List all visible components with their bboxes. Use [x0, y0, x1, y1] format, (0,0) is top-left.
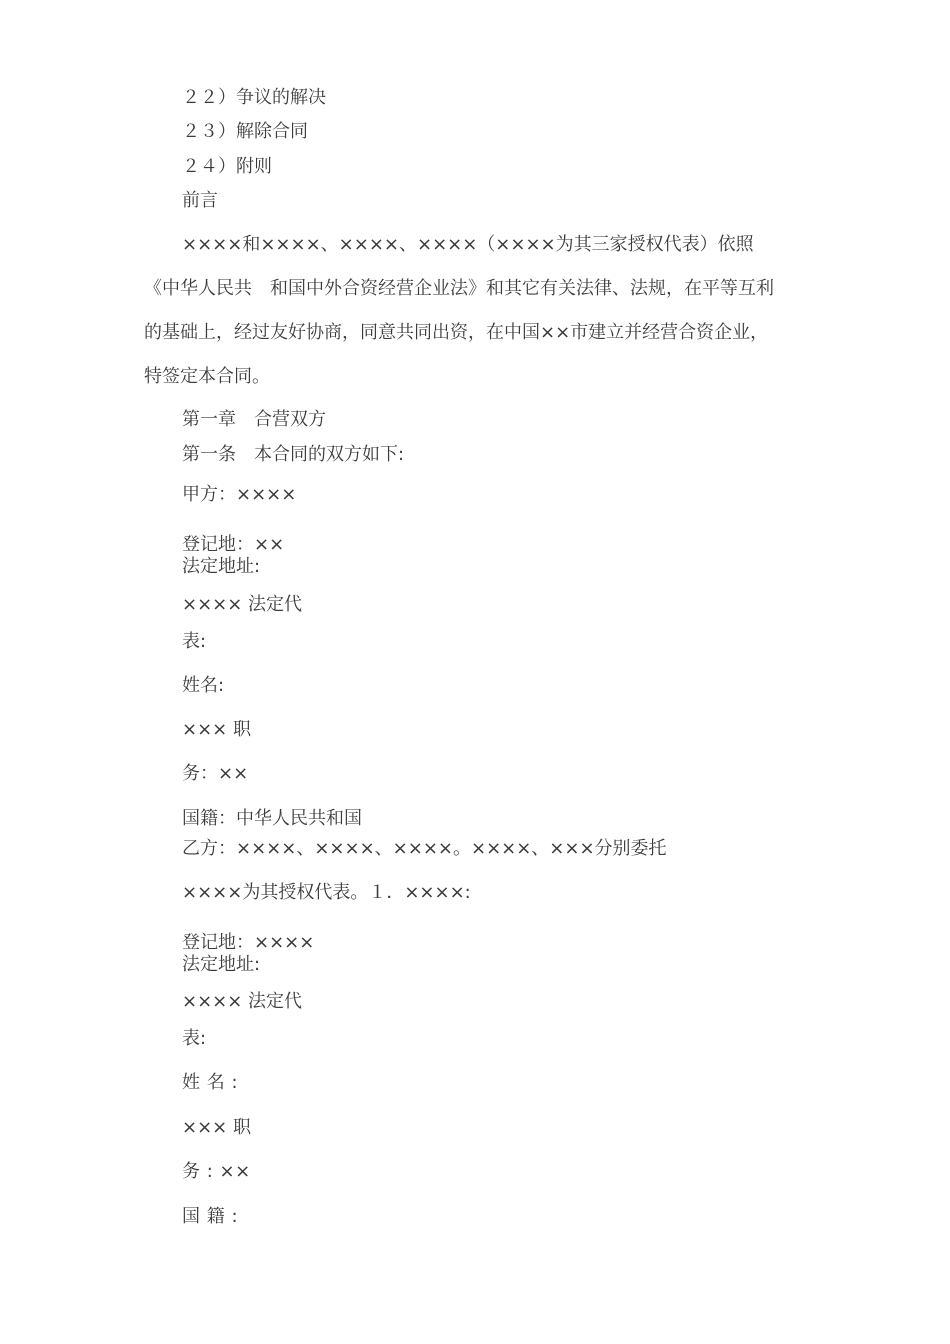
party-a-rep-line-1: ×××× 法定代 [182, 594, 303, 615]
party-b-post-line-2: 务 : ×× [182, 1161, 251, 1182]
party-b-rep-line-1: ×××× 法定代 [182, 991, 303, 1012]
party-a-address-label: 法定地址: [182, 556, 261, 577]
party-a-name-label: 姓名: [182, 675, 225, 696]
party-b-intro-line-2: ××××为其授权代表。１．××××: [182, 882, 471, 903]
party-b-rep-line-2: 表: [182, 1028, 207, 1049]
party-b-registered: 登记地：×××× [182, 932, 315, 953]
party-b-name-label: 姓 名 : [182, 1072, 239, 1093]
toc-item-22: ２２）争议的解决 [182, 87, 326, 108]
preface-line-4: 特签定本合同。 [144, 366, 270, 387]
preface-line-2: 《中华人民共 和国中外合资经营企业法》和其它有关法律、法规，在平等互利 [144, 278, 774, 299]
party-b-post-line-1: ××× 职 [182, 1117, 251, 1138]
preface-line-3: 的基础上，经过友好协商，同意共同出资，在中国××市建立并经营合资企业， [144, 322, 769, 343]
article-1-heading: 第一条 本合同的双方如下: [182, 444, 405, 465]
toc-item-23: ２３）解除合同 [182, 121, 308, 142]
party-a-post-line-2: 务：×× [182, 763, 249, 784]
preface-line-1: ××××和××××、××××、××××（××××为其三家授权代表）依照 [182, 234, 754, 255]
party-a-rep-line-2: 表: [182, 631, 207, 652]
party-b-address-label: 法定地址: [182, 954, 261, 975]
party-a-post-line-1: ××× 职 [182, 719, 251, 740]
preface-heading: 前言 [182, 190, 218, 211]
toc-item-24: ２４）附则 [182, 156, 272, 177]
party-a-name: 甲方：×××× [182, 484, 297, 505]
chapter-1-heading: 第一章 合营双方 [182, 409, 326, 430]
party-a-registered: 登记地：×× [182, 534, 285, 555]
party-b-nationality: 国 籍 : [182, 1206, 239, 1227]
party-b-intro-line-1: 乙方：××××、××××、××××。××××、×××分别委托 [182, 838, 667, 859]
party-a-nationality: 国籍：中华人民共和国 [182, 808, 362, 829]
